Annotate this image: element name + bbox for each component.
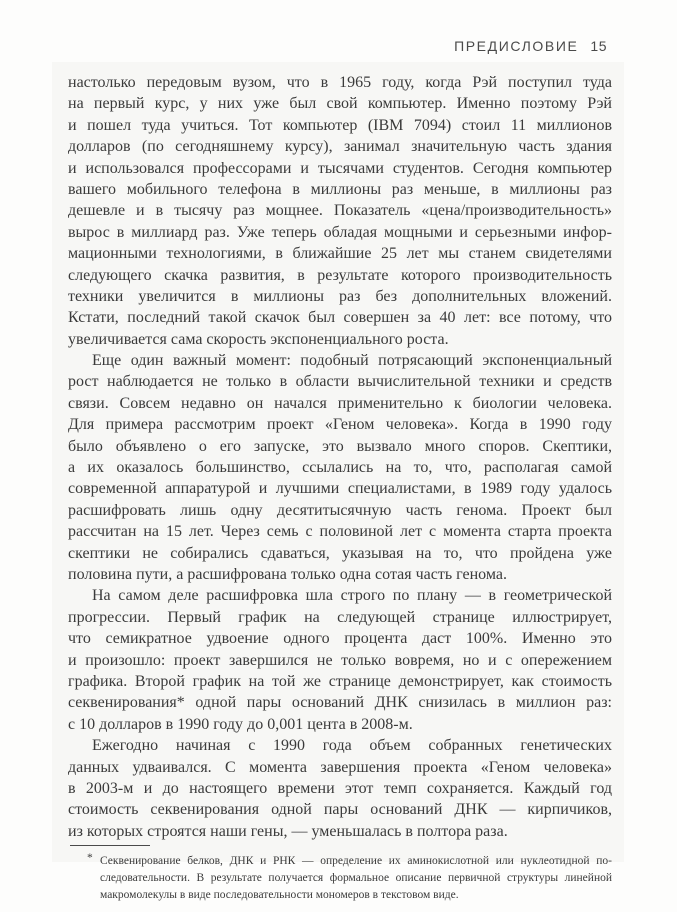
text-line: и использовался профессорами и тысячами студентов. Сегодня компьютер xyxy=(68,159,612,177)
footnote-line: следовательности. В результате получается формальное описание первичной структуры линейной xyxy=(100,871,612,884)
footnote-line: макромолекулы в виде последовательности мономеров в текстовом виде. xyxy=(100,888,459,901)
text-line: Кстати, последний такой скачок был совершен за 40 лет: все потому, что xyxy=(68,309,612,327)
text-line: техники увеличится в миллионы раз без дополнительных вложений. xyxy=(68,287,612,305)
text-line: Для примера рассмотрим проект «Геном человека». Когда в 1990 году xyxy=(68,416,612,434)
footnote xyxy=(87,852,612,903)
text-line: рост наблюдается не только в области вычислительной техники и средств xyxy=(68,373,612,391)
text-line: половина пути, а расшифрована только одна сотая часть генома. xyxy=(68,565,507,583)
text-line: секвенирования* одной пары оснований ДНК снизилась в миллион раз: xyxy=(68,694,612,712)
text-line: из которых строятся наши гены, — уменьшалась в полтора раза. xyxy=(68,822,508,840)
text-line: было объявлено о его запуске, это вызвало много споров. Скептики, xyxy=(68,437,612,455)
text-line: скептики не собирались сдаваться, указывая на то, что пройдена уже xyxy=(68,544,612,562)
text-line: вашего мобильного телефона в миллионы раз меньше, в миллионы раз xyxy=(68,180,612,198)
page-number: 15 xyxy=(590,38,607,54)
footnote-marker: * xyxy=(87,852,93,864)
text-line: увеличивается сама скорость экспоненциального роста. xyxy=(68,330,449,348)
text-line: рассчитан на 15 лет. Через семь с половиной лет с момента старта проекта xyxy=(68,523,612,541)
text-line: а их оказалось большинство, ссылались на то, что, располагая самой xyxy=(68,459,612,477)
text-line: современной аппаратурой и лучшими специалистами, в 1989 году удалось xyxy=(68,480,612,498)
text-line: настолько передовым вузом, что в 1965 году, когда Рэй поступил туда xyxy=(68,74,612,91)
text-line: стоимость секвенирования одной пары оснований ДНК — кирпичиков, xyxy=(68,801,612,819)
running-header xyxy=(68,38,607,54)
text-line: на первый курс, у них уже был свой компьютер. Именно поэтому Рэй xyxy=(68,95,612,113)
text-line: Ежегодно начиная с 1990 года объем собранных генетических xyxy=(92,737,612,755)
footnote-line: * Секвенирование белков, ДНК и РНК — определение их аминокислотной или нуклеотидной по- xyxy=(87,852,612,867)
text-line: связи. Совсем недавно он начался применительно к биологии человека. xyxy=(68,394,612,412)
text-line: прогрессии. Первый график на следующей странице иллюстрирует, xyxy=(68,608,612,626)
text-line: графика. Второй график на той же странице демонстрирует, как стоимость xyxy=(68,672,612,690)
text-line: в 2003-м и до настоящего времени этот темп сохраняется. Каждый год xyxy=(68,779,612,797)
text-line: долларов (по сегодняшнему курсу), занимал значительную часть здания xyxy=(68,138,612,156)
text-line: и пошел туда учиться. Тот компьютер (IBM 7094) стоил 11 миллионов xyxy=(68,116,612,134)
text-line: мационными технологиями, в ближайшие 25 лет мы станем свидетелями xyxy=(68,245,612,263)
footnote-divider xyxy=(70,845,150,846)
text-line: и произошло: проект завершился не только вовремя, но и с опережением xyxy=(68,651,612,669)
chapter-title: ПРЕДИСЛОВИЕ xyxy=(454,38,579,54)
text-line: На самом деле расшифровка шла строго по плану — в геометрической xyxy=(92,587,612,605)
text-line: что семикратное удвоение одного процента даст 100%. Именно это xyxy=(68,630,612,648)
text-line: Еще один важный момент: подобный потрясающий экспоненциальный xyxy=(92,352,612,370)
text-line: следующего скачка развития, в результате которого производительность xyxy=(68,266,612,284)
text-line: с 10 долларов в 1990 году до 0,001 цента в 2008-м. xyxy=(68,715,413,733)
text-line: данных удваивался. С момента завершения проекта «Геном человека» xyxy=(68,758,612,776)
text-line: дешевле и в тысячу раз мощнее. Показатель «цена/производительность» xyxy=(68,202,612,220)
text-line: расшифровать лишь одну десятитысячную часть генома. Проект был xyxy=(68,501,612,519)
body-text xyxy=(68,72,612,842)
text-line: вырос в миллиард раз. Уже теперь обладая мощными и серьезными инфор- xyxy=(68,223,612,241)
